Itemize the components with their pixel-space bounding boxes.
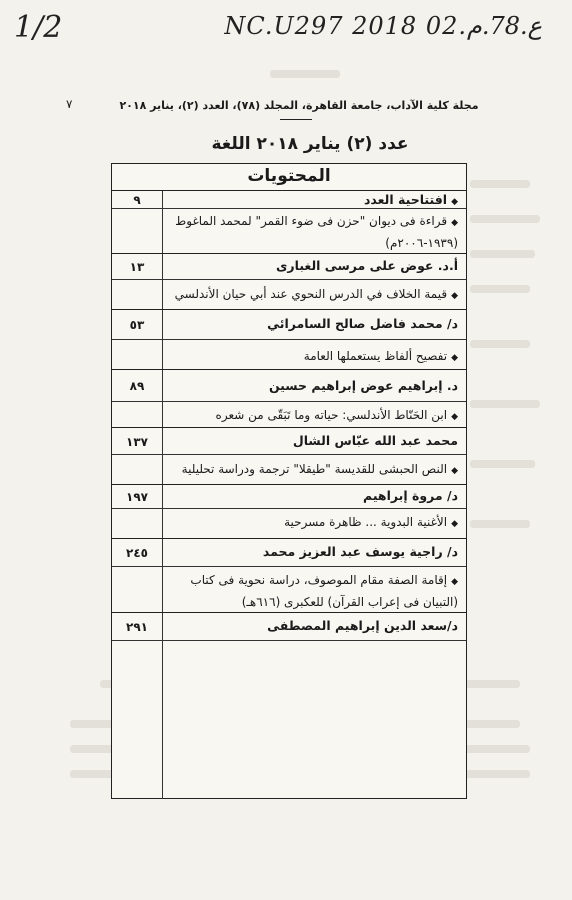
- toc-author-row: [112, 612, 466, 641]
- page-cell: [112, 280, 163, 310]
- entry-author: د/سعد الدين إبراهيم المصطفى: [267, 618, 458, 633]
- page-cell: [112, 455, 163, 485]
- page-cell: ١٣: [112, 254, 163, 280]
- diamond-bullet-icon: ◆: [451, 291, 458, 301]
- page-cell: ٢٩١: [112, 613, 163, 641]
- page-cell: [112, 567, 163, 613]
- entry-title: قيمة الخلاف في الدرس النحوي عند أبي حيان الأندلسي: [174, 287, 448, 301]
- contents-table: [111, 163, 467, 799]
- toc-author-row: [112, 369, 466, 402]
- page-cell: [112, 641, 163, 799]
- running-header: [110, 99, 488, 125]
- diamond-bullet-icon: ◆: [451, 577, 458, 587]
- toc-empty-row: [112, 640, 466, 799]
- page-cell: [112, 209, 163, 254]
- entry-author: محمد عبد الله عبّاس الشال: [292, 433, 458, 448]
- header-text: مجلة كلية الآداب، جامعة القاهرة، المجلد (٧٨)، العدد (٢)، يناير ٢٠١٨: [119, 99, 479, 112]
- toc-row: [112, 279, 466, 310]
- entry-author: د/ مروة إبراهيم: [363, 488, 458, 503]
- toc-row: [112, 190, 466, 209]
- handwritten-catalog-number: NC.U297 2018 02.ع.78.م: [224, 12, 542, 40]
- issue-title: عدد (٢) يناير ٢٠١٨ اللغة: [211, 134, 409, 154]
- page-cell: ١٣٧: [112, 428, 163, 455]
- page-cell: ٨٩: [112, 370, 163, 402]
- bleed-line: [470, 460, 535, 468]
- toc-author-row: [112, 309, 466, 340]
- diamond-bullet-icon: ◆: [451, 519, 458, 529]
- page-cell: [112, 509, 163, 539]
- toc-row: [112, 208, 466, 254]
- toc-author-row: [112, 427, 466, 455]
- bleed-line: [470, 250, 535, 258]
- toc-row: [112, 401, 466, 428]
- entry-title: قراءة فى ديوان "حزن فى ضوء القمر" لمحمد الماغوط (١٩٣٩-٢٠٠٦م): [175, 214, 458, 250]
- diamond-bullet-icon: ◆: [451, 353, 458, 363]
- page-cell: ١٩٧: [112, 485, 163, 509]
- toc-row: [112, 508, 466, 539]
- entry-title: الأغنية البدوية ... ظاهرة مسرحية: [284, 515, 448, 529]
- bleed-line: [470, 520, 530, 528]
- diamond-bullet-icon: ◆: [451, 218, 458, 228]
- bleed-line: [470, 215, 540, 223]
- diamond-bullet-icon: ◆: [451, 466, 458, 476]
- toc-author-row: [112, 538, 466, 567]
- entry-title: تفصيح ألفاظ يستعملها العامة: [303, 349, 448, 363]
- handwritten-page-mark: 1/2: [14, 10, 63, 45]
- entry-title: النص الحبشى للقديسة "طيقلا" ترجمة ودراسة تحليلية: [181, 462, 448, 476]
- page-cell: ٢٤٥: [112, 539, 163, 567]
- bleed-line: [470, 180, 530, 188]
- entry-author: د/ راجية يوسف عبد العزيز محمد: [262, 544, 458, 559]
- contents-heading: المحتويات: [247, 166, 331, 186]
- toc-author-row: [112, 253, 466, 280]
- bleed-line: [270, 70, 340, 78]
- bleed-line: [470, 400, 540, 408]
- bleed-line: [470, 285, 530, 293]
- entry-author: د/ محمد فاضل صالح السامرائي: [267, 316, 458, 331]
- page-number: ٧: [66, 97, 73, 111]
- diamond-bullet-icon: ◆: [451, 197, 458, 207]
- toc-author-row: [112, 484, 466, 509]
- diamond-bullet-icon: ◆: [451, 412, 458, 422]
- page-cell: ٥٣: [112, 310, 163, 340]
- toc-row: [112, 454, 466, 485]
- entry-title: إقامة الصفة مقام الموصوف، دراسة نحوية فى كتاب (التبيان فى إعراب القرآن) للعكبرى (٦١٦هـ): [190, 573, 458, 609]
- entry-title: افتتاحية العدد: [363, 192, 448, 207]
- header-rule: [280, 119, 312, 120]
- entry-author: د. إبراهيم عوض إبراهيم حسين: [268, 378, 458, 393]
- page-cell: ٩: [112, 191, 163, 209]
- entry-title: ابن الحَنّاط الأندلسي: حياته وما تَبَقّى من شعره: [215, 408, 448, 422]
- toc-row: [112, 339, 466, 370]
- toc-row: [112, 566, 466, 613]
- page-cell: [112, 402, 163, 428]
- entry-author: أ.د. عوض على مرسى الغبارى: [275, 258, 458, 273]
- bleed-line: [470, 340, 530, 348]
- page-cell: [112, 340, 163, 370]
